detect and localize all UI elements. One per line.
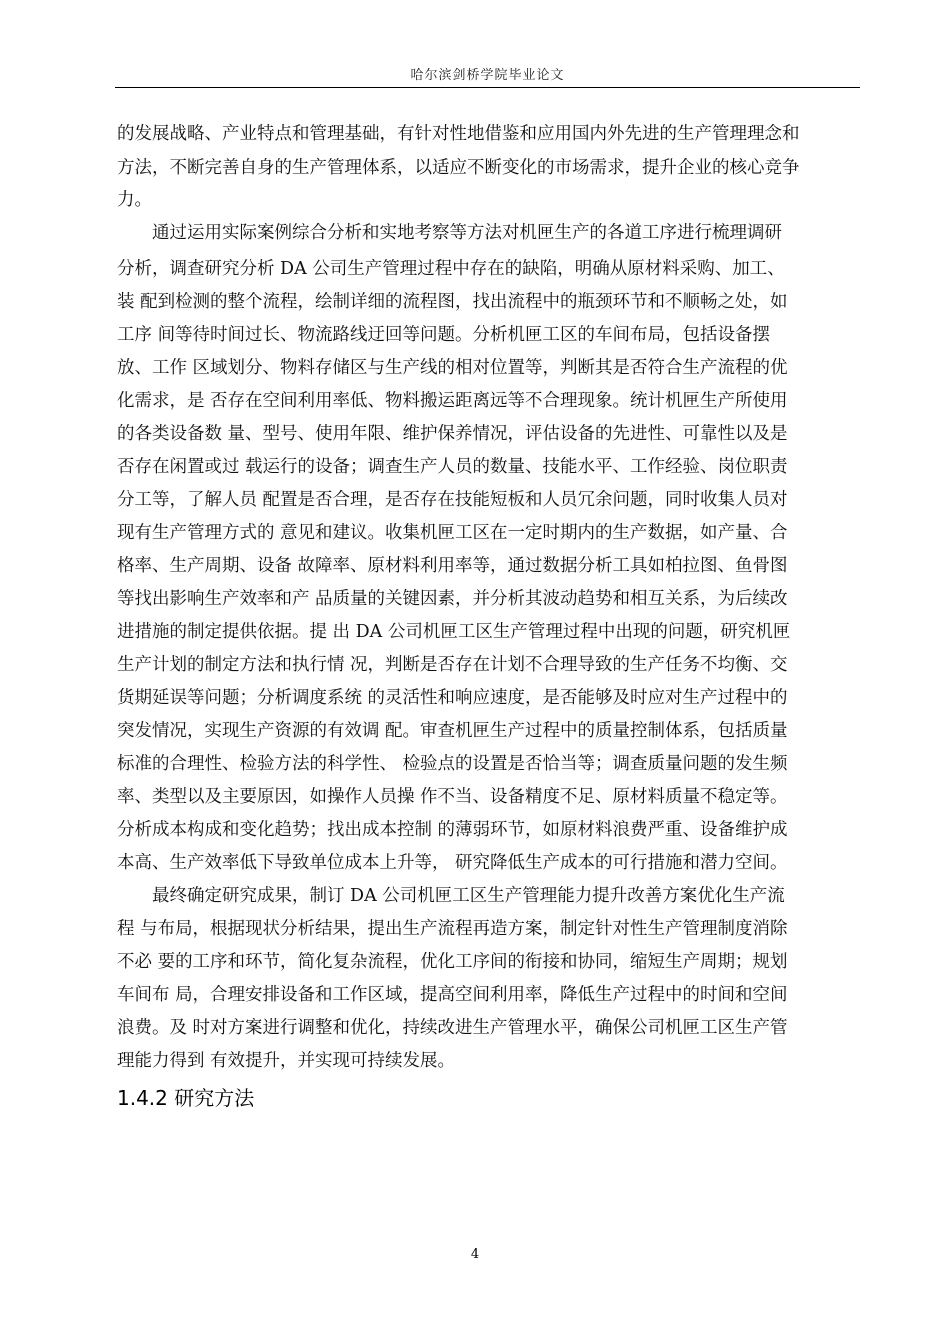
text-line: 力。 — [117, 190, 152, 210]
text-line: 通过运用实际案例综合分析和实地考察等方法对机匣生产的各道工序进行梳理调研 — [152, 223, 782, 243]
text-line: 标准的合理性、检验方法的科学性、 检验点的设置是否恰当等；调查质量问题的发生频 — [117, 754, 788, 774]
page-header: 哈尔滨剑桥学院毕业论文 — [410, 68, 565, 83]
text-line: 不必 要的工序和环节，简化复杂流程，优化工序间的衔接和协同，缩短生产周期；规划 — [117, 952, 788, 972]
text-line: 车间布 局，合理安排设备和工作区域，提高空间利用率，降低生产过程中的时间和空间 — [117, 985, 788, 1005]
text-line: 率、类型以及主要原因，如操作人员操 作不当、设备精度不足、原材料质量不稳定等。 — [117, 787, 788, 807]
text-line: 化需求，是 否存在空间利用率低、物料搬运距离远等不合理现象。统计机匣生产所使用 — [117, 391, 788, 411]
text-line: 工序 间等待时间过长、物流路线迂回等问题。分析机匣工区的车间布局，包括设备摆 — [117, 325, 771, 345]
text-line: 浪费。及 时对方案进行调整和优化，持续改进生产管理水平，确保公司机匣工区生产管 — [117, 1018, 788, 1038]
text-line: 分析，调查研究分析 DA 公司生产管理过程中存在的缺陷，明确从原材料采购、加工、 — [117, 259, 785, 279]
text-line: 分工等，了解人员 配置是否合理，是否存在技能短板和人员冗余问题，同时收集人员对 — [117, 490, 788, 510]
text-line: 现有生产管理方式的 意见和建议。收集机匣工区在一定时期内的生产数据，如产量、合 — [117, 523, 788, 543]
text-line: 货期延误等问题；分析调度系统 的灵活性和响应速度，是否能够及时应对生产过程中的 — [117, 688, 788, 708]
text-line: 的发展战略、产业特点和管理基础，有针对性地借鉴和应用国内外先进的生产管理理念和 — [117, 124, 800, 144]
text-line: 格率、生产周期、设备 故障率、原材料利用率等，通过数据分析工具如柏拉图、鱼骨图 — [117, 556, 788, 576]
text-line: 分析成本构成和变化趋势；找出成本控制 的薄弱环节，如原材料浪费严重、设备维护成 — [117, 820, 788, 840]
text-line: 等找出影响生产效率和产 品质量的关键因素，并分析其波动趋势和相互关系，为后续改 — [117, 589, 788, 609]
text-line: 最终确定研究成果，制订 DA 公司机匣工区生产管理能力提升改善方案优化生产流 — [152, 886, 785, 906]
text-line: 程 与布局，根据现状分析结果，提出生产流程再造方案，制定针对性生产管理制度消除 — [117, 919, 788, 939]
header-divider — [115, 87, 860, 88]
text-line: 装 配到检测的整个流程，绘制详细的流程图，找出流程中的瓶颈环节和不顺畅之处，如 — [117, 292, 788, 312]
text-line: 方法，不断完善自身的生产管理体系，以适应不断变化的市场需求，提升企业的核心竞争 — [117, 158, 800, 178]
text-line: 放、工作 区域划分、物料存储区与生产线的相对位置等，判断其是否符合生产流程的优 — [117, 358, 788, 378]
text-line: 进措施的制定提供依据。提 出 DA 公司机匣工区生产管理过程中出现的问题，研究机匣 — [117, 622, 791, 642]
text-line: 生产计划的制定方法和执行情 况，判断是否存在计划不合理导致的生产任务不均衡、交 — [117, 655, 788, 675]
text-line: 本高、生产效率低下导致单位成本上升等， 研究降低生产成本的可行措施和潜力空间。 — [117, 853, 788, 873]
text-line: 否存在闲置或过 载运行的设备；调查生产人员的数量、技能水平、工作经验、岗位职责 — [117, 457, 788, 477]
text-line: 突发情况，实现生产资源的有效调 配。审查机匣生产过程中的质量控制体系，包括质量 — [117, 721, 788, 741]
text-line: 的各类设备数 量、型号、使用年限、维护保养情况，评估设备的先进性、可靠性以及是 — [117, 424, 788, 444]
section-heading: 1.4.2 研究方法 — [117, 1086, 255, 1110]
text-line: 理能力得到 有效提升，并实现可持续发展。 — [117, 1051, 456, 1071]
page-number: 4 — [470, 1247, 480, 1262]
